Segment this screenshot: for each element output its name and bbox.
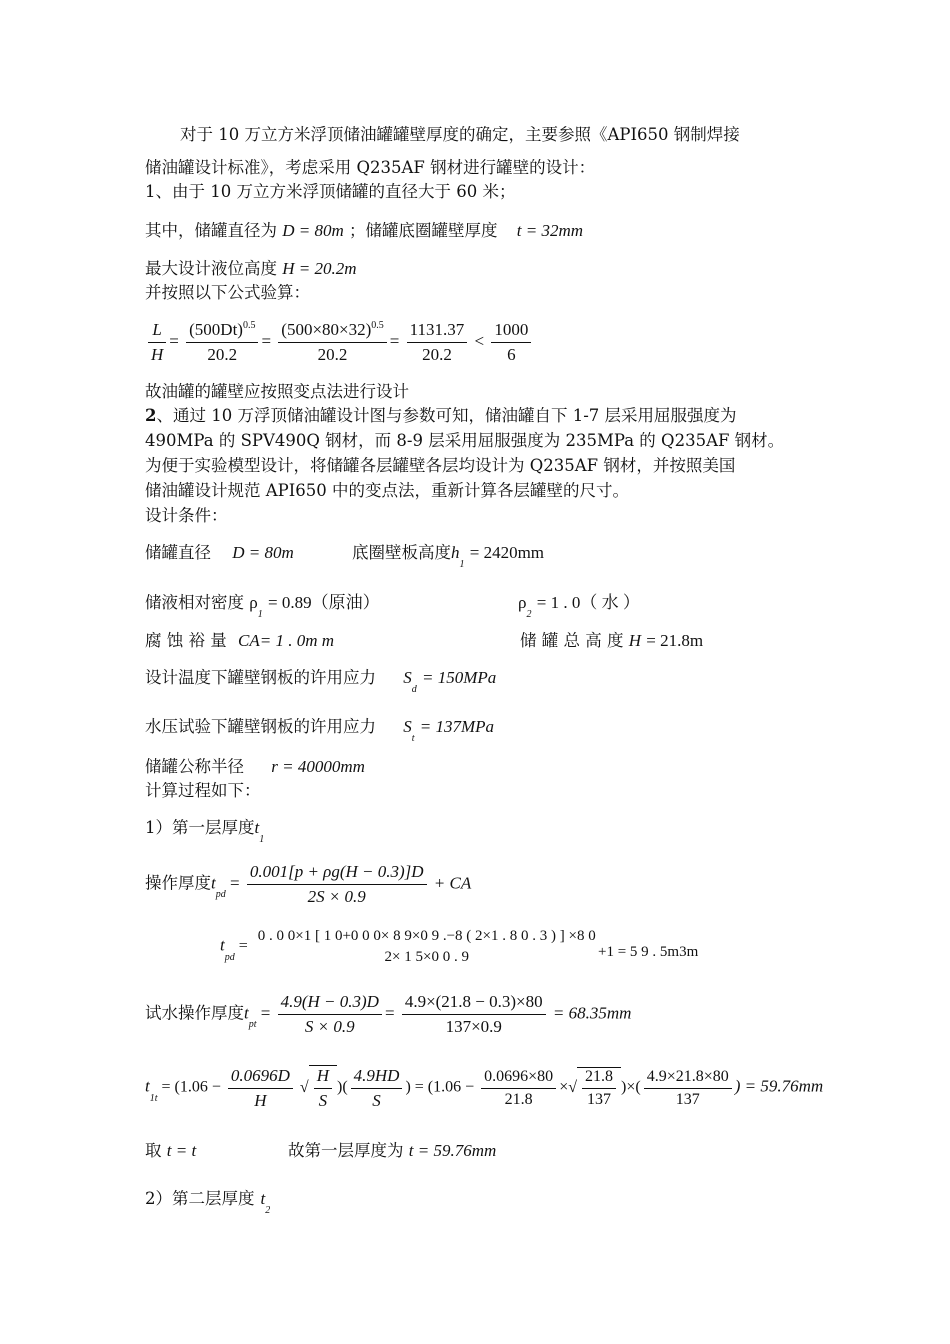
f1-exp: 0.5: [242, 320, 256, 331]
f1-den: 20.2: [207, 345, 238, 364]
section2-line-4: 储油罐设计规范 API650 中的变点法，重新计算各层罐壁的尺寸。: [145, 481, 630, 500]
take-label: 取: [145, 1141, 162, 1160]
op-calc-den: 2× 1 5×0 0 . 9: [384, 949, 469, 965]
intro-line-5: [145, 258, 357, 280]
op-thickness-formula: 操作厚度$t_{pd}$ = $\frac{0.001[p + \rho g(H - 0.3)]D}{2S \times 0.9}$ + CA: [145, 862, 472, 906]
op-calc-num: 0 . 0 0×1 [ 1 0+0 0 0× 8 9×0 9 .−8 ( 2×1 . 8 0 . 3 ) ] ×8 0: [257, 928, 596, 944]
t1t-part-b: ) = (1.06 −: [405, 1078, 475, 1096]
f2-den: 20.2: [317, 345, 348, 364]
intro-line-4-text-a: 其中，储罐直径为: [145, 221, 277, 240]
intro-line-2: 储油罐设计标准》，考虑采用 Q235AF 钢材进行罐壁的设计：: [145, 158, 596, 177]
cond-st-label: 水压试验下罐壁钢板的许用应力: [145, 717, 376, 736]
thickness-eq: t = 32mm: [516, 221, 584, 240]
test-num-1: 4.9(H − 0.3)D: [278, 992, 382, 1015]
layer1-conclusion-val: t = 59.76mm: [408, 1141, 497, 1160]
check-formula: $\frac{L}{H}$ = $\frac{(500Dt)^{0.5}}{20.2}$ = $\frac{(500\times 80\times 32)^{0.5}}{20.2}$ = $\frac{1131.37}{20.2}$ < $\frac{1000}{6}$: [145, 320, 534, 365]
layer1-title: 1）第一层厚度$t_1$: [145, 818, 265, 845]
cond-st: 水压试验下罐壁钢板的许用应力 $S_t = 137MPa$: [145, 717, 495, 744]
op-tail: + CA: [433, 873, 472, 893]
cond-diameter-label: 储罐直径: [145, 543, 211, 562]
t1t-f4-den: 137: [675, 1090, 700, 1108]
cond-rho2: $\rho_2 = 1$ . 0（ 水 ）: [518, 593, 640, 620]
lhs-den: H: [151, 345, 164, 364]
layer2-title-text: 2）第二层厚度: [145, 1189, 255, 1208]
t1t-f3-den: 21.8: [504, 1090, 533, 1108]
intro-line-4: [145, 220, 583, 242]
cond-diameter-val: D = 80m: [232, 543, 294, 562]
lhs-num: L: [148, 320, 166, 343]
test-result: = 68.35mm: [552, 1003, 632, 1023]
section2-line-5: 设计条件：: [145, 506, 228, 525]
cond-sd-label: 设计温度下罐壁钢板的许用应力: [145, 668, 376, 687]
cond-h1: 底圈壁板高度$h_1 = 2420mm$: [352, 543, 545, 570]
t1t-f4-num: 4.9×21.8×80: [644, 1068, 732, 1089]
f4-den: 6: [507, 345, 516, 364]
f4-num: 1000: [491, 320, 531, 343]
section2-line-3: 为便于实验模型设计，将储罐各层罐壁各层均设计为 Q235AF 钢材，并按照美国: [145, 456, 736, 475]
section2-line-1: [145, 405, 737, 427]
layer1-conclusion: [288, 1140, 496, 1162]
f3-num: 1131.37: [407, 320, 468, 343]
t1t-f3-num: 0.0696×80: [481, 1068, 556, 1089]
test-den-1: S × 0.9: [304, 1017, 355, 1036]
cond-height-val: = 21.8m: [646, 631, 704, 650]
cond-sd: 设计温度下罐壁钢板的许用应力 $S_d = 150MPa$: [145, 668, 497, 695]
op-calc-formula: $t_{pd}$ = 0 . 0 0×1 [ 1 0+0 0 0× 8 9×0 9 .−8 ( 2×1 . 8 0 . 3 ) ] ×8 0 2× 1 5×0 0 . 9: [220, 928, 602, 966]
t1t-f2-den: S: [372, 1090, 381, 1110]
cond-h1-val: = 2420mm: [469, 543, 545, 562]
cond-diameter: [145, 542, 294, 564]
intro-line-3: 1、由于 10 万立方米浮顶储罐的直径大于 60 米；: [145, 182, 516, 201]
cond-height: 储 罐 总 高 度 H = 21.8m: [520, 631, 704, 650]
t1t-f1-den: H: [254, 1090, 267, 1110]
calc-label: 计算过程如下：: [145, 781, 261, 800]
t1t-sqrt2-den: 137: [587, 1091, 611, 1108]
less-than: <: [474, 331, 485, 351]
cond-rho1-val: = 0.89（原油）: [267, 593, 380, 612]
f2-exp: 0.5: [371, 320, 384, 331]
t1t-sqrt-num: H: [314, 1066, 332, 1089]
t1t-sqrt-den: S: [318, 1091, 328, 1110]
layer1-conclusion-text: 故第一层厚度为: [288, 1141, 404, 1160]
cond-h1-label: 底圈壁板高度: [352, 543, 451, 562]
diameter-eq: D = 80m: [282, 221, 344, 240]
op-calc-result: +1 = 5 9 . 5m3m: [598, 944, 699, 960]
test-den-2: 137×0.9: [445, 1017, 502, 1036]
intro-line-4-text-b: ；储罐底圈罐壁厚度: [349, 221, 498, 240]
f1-num: (500Dt): [189, 320, 243, 339]
t1t-f2-num: 4.9HD: [351, 1066, 403, 1089]
cond-ca: [145, 630, 334, 652]
intro-line-6: 并按照以下公式验算：: [145, 283, 310, 302]
intro-line-5-text: 最大设计液位高度: [145, 259, 277, 278]
cond-ca-label: 腐 蚀 裕 量: [145, 631, 227, 650]
test-label: 试水操作厚度: [145, 1003, 244, 1023]
height-eq: H = 20.2m: [282, 259, 357, 278]
section2-number: 2: [145, 406, 157, 425]
op-num: 0.001[p + ρg(H − 0.3)]D: [247, 862, 427, 885]
t1t-result: ) = 59.76mm: [734, 1076, 824, 1096]
section2-line-1-text: 、通过 10 万浮顶储油罐设计图与参数可知，储油罐自下 1-7 层采用屈服强度为: [156, 406, 737, 425]
f3-den: 20.2: [422, 345, 452, 364]
cond-radius-label: 储罐公称半径: [145, 757, 244, 776]
intro-line-1: 对于 10 万立方米浮顶储油罐罐壁厚度的确定，主要参照《API650 钢制焊接: [180, 125, 740, 144]
cond-rho1-label: 储液相对密度: [145, 593, 244, 612]
take-line: [145, 1140, 196, 1162]
t1t-f1-num: 0.0696D: [228, 1066, 293, 1089]
conclusion-1: 故油罐的罐壁应按照变点法进行设计: [145, 382, 409, 401]
cond-height-label: 储 罐 总 高 度: [520, 631, 624, 650]
t1t-sqrt2-num: 21.8: [582, 1068, 616, 1089]
layer1-title-text: 1）第一层厚度: [145, 818, 255, 837]
take-eq: t = t: [166, 1141, 197, 1160]
op-den: 2S × 0.9: [307, 887, 366, 906]
t1t-formula: $t_{1t} = (1.06$ − $\frac{0.0696D}{H}$ √ $\frac{H}{S}$ )( $\frac{4.9HD}{S}$ ) = (1.06 − $\frac{0.0696\times 80}{21.8}$ ×√ $\frac{21.8}{137}$ )×( $\frac{4.9\times 21.8\times 80}{137}$ ) = 59.76mm: [145, 1065, 824, 1110]
f2-num: (500×80×32): [281, 320, 372, 339]
test-thickness-formula: 试水操作厚度$t_{pt}$ = $\frac{4.9(H - 0.3)D}{S \times 0.9}$ = $\frac{4.9\times(21.8 - 0.3)\times 80}{137\times 0.9}$ = 68.35mm: [145, 992, 632, 1036]
cond-radius: [145, 756, 365, 778]
test-num-2: 4.9×(21.8 − 0.3)×80: [402, 992, 546, 1015]
cond-radius-val: r = 40000mm: [271, 757, 365, 776]
layer2-title: 2）第二层厚度 $t_2$: [145, 1189, 271, 1216]
op-label: 操作厚度: [145, 873, 211, 893]
cond-ca-val: CA= 1 . 0m m: [238, 631, 334, 650]
t1t-part-a: = (1.06 −: [161, 1078, 221, 1096]
section2-line-2: 490MPa 的 SPV490Q 钢材，而 8-9 层采用屈服强度为 235MPa 的 Q235AF 钢材。: [145, 431, 785, 450]
cond-st-val: = 137MPa: [419, 717, 495, 736]
cond-rho2-val: = 1 . 0（ 水 ）: [536, 593, 640, 612]
cond-sd-val: = 150MPa: [422, 668, 497, 687]
cond-rho1: 储液相对密度 $\rho_1 = 0.89$（原油）: [145, 593, 380, 620]
